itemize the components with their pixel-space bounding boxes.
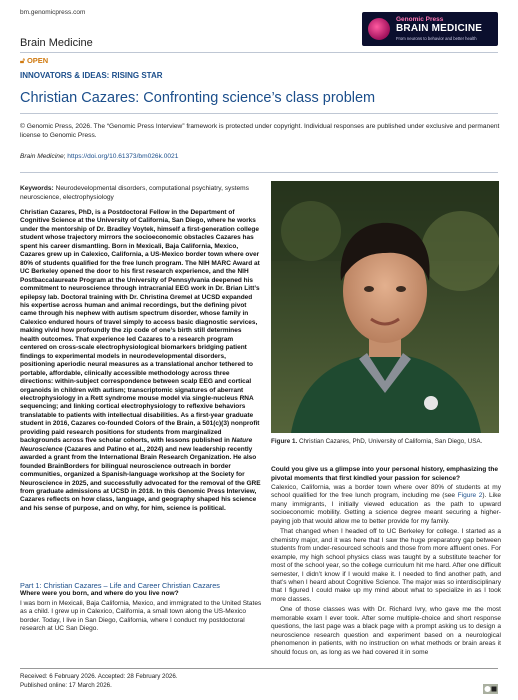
- question-2: Could you give us a glimpse into your personal history, emphasizing the pivotal moments that first kindled your passion for science?: [271, 466, 499, 482]
- portrait-photo: [271, 181, 499, 433]
- keywords-text: Neurodevelopmental disorders, computational psychiatry, systems neuroscience, electrophysiology: [20, 185, 249, 201]
- divider: [20, 668, 498, 669]
- question-1: Where were you born, and where do you live now?: [20, 590, 179, 597]
- logo-tagline: From neurons to behavior and better health: [396, 36, 477, 41]
- doi-link[interactable]: https://doi.org/10.61373/bm026k.0021: [67, 153, 179, 160]
- logo-publisher: Genomic Press: [396, 16, 444, 23]
- article-dates: [20, 672, 178, 690]
- answer-text: ). Like many immigrants, I initially viewed education as the path to upward socioeconomic mobility. Getting a science degree meant securing a higher-paying job that would allow me to better provide for my family.: [271, 492, 501, 525]
- answer-2-para-1: [271, 484, 501, 526]
- copyright-notice: © Genomic Press, 2026. The “Genomic Press Interview” framework is protected under copyright. Individual responses are published under exclusive and permanent license to Genomic Press.: [20, 123, 500, 140]
- divider: [20, 113, 498, 114]
- figure-label: Figure 1.: [271, 438, 298, 445]
- open-access-badge: [20, 56, 48, 66]
- answer-1: I was born in Mexicali, Baja California, Mexico, and immigrated to the United States as a child. I grew up in Calexico, California, a small town along the US-Mexico border. Today, I live in San Diego, California, where I conduct my postdoctoral research at UC San Diego.: [20, 600, 262, 633]
- answer-2-para-2: That changed when I headed off to UC Berkeley for college. I started as a chemistry major, and it was here that I saw the huge preparatory gap between students from under-resourced schools and those from more affluent ones. For example, my high school physics class was taught by a substitute teacher for most of the school year, so the college curriculum hit me hard. After one difficult semester, I didn’t know if I would make it. I needed to find another path, and that’s when I heard about Cognitive Science. The major was so interdisciplinary that I figured I could make up my mind about what to specialize in as I took more classes.: [271, 528, 501, 603]
- keywords: [20, 185, 260, 202]
- abstract-journal: Nature Neuroscience: [20, 437, 253, 453]
- cc-license-icon: [483, 684, 498, 694]
- part-1-heading: Part 1: Christian Cazares – Life and Career Christian Cazares: [20, 581, 220, 590]
- divider: [20, 52, 498, 53]
- article-title: Christian Cazares: Confronting science’s class problem: [20, 90, 376, 106]
- citation-line: Brain Medicine; https://doi.org/10.61373/bm026k.0021: [20, 153, 179, 160]
- journal-name: Brain Medicine: [20, 37, 93, 49]
- brain-logo-icon: [368, 18, 390, 40]
- answer-text: Calexico, California, was a border town where over 80% of students at my school qualified for the free lunch program, including me (see: [271, 484, 501, 500]
- abstract: [20, 209, 262, 513]
- figure-caption-text: Christian Cazares, PhD, University of California, San Diego, USA.: [299, 438, 483, 445]
- abstract-part-2: (Cazares and Patino et al., 2024) and new leadership recently awarded a grant from the International Brain Research Organization. He also founded BrainBorders for bilingual neuroscience outreach in border communities, organized a Spanish-language workshop at the Society for Neuroscience in 2025, and successfully advocated for the removal of the GRE from graduate admissions at UCSD in 2018. In this Genomic Press Interview, Cazares reflects on how class, language, and geography shaped his science and his sense of purpose, and on why, for him, science is political.: [20, 445, 261, 512]
- open-access-lock-icon: 🔓︎: [20, 56, 25, 65]
- figure-2-link[interactable]: Figure 2: [457, 492, 483, 500]
- answer-2: [271, 484, 501, 659]
- abstract-part-1: Christian Cazares, PhD, is a Postdoctoral Fellow in the Department of Cognitive Science at the University of California, San Diego, where he works under the mentorship of Dr. Bradley Voytek, himself a first-generation college student whose trajectory mirrors the socioeconomic obstacles Cazares has spent his career dismantling. Born in Mexicali, Baja California, Mexico, Cazares grew up in Calexico, California, a US-Mexico border town where over 80% of students qualified for the free lunch program. The NIH MARC Award at UC Berkeley opened the door to his first research experience, and the NIH Postbaccalaureate Program at the University of Pennsylvania deepened his commitment to neuroscience through intracranial EEG work in Dr. Brian Litt’s epilepsy lab. Doctoral training with Dr. Christina Gremel at UCSD expanded his expertise across human and animal recordings, but the defining pivot came through his nephew with autism spectrum disorder, whose family in Calexico endured hours of travel simply to access basic diagnostic services, making vivid how profoundly the zip code of one’s birth still determines health outcomes. That experience led Cazares to a research program centered on cross-scale electrophysiological biomarkers bridging patient findings to experimental models in neurodevelopmental disorders, positioning aperiodic neural measures as a translational anchor tethered to portable, affordable, clinically accessible methodology across three directions: within-subject correspondence between scalp EEG and cortical organoids in children with autism; transcriptomic signatures of aberrant electrophysiology in a Rett syndrome mouse model via single-nucleus RNA sequencing; and linking cortical electrophysiology to reflexive behaviors translatable to patients with intellectual disabilities. As a first-year graduate student in 2016, Cazares co-founded Colors of the Brain, a 501(c)(3) nonprofit providing paid research positions for students from marginalized backgrounds across five scholar cohorts, with lessons published in: [20, 209, 260, 445]
- section-label: INNOVATORS & IDEAS: RISING STAR: [20, 71, 163, 80]
- open-label: OPEN: [26, 56, 49, 65]
- brain-medicine-logo: [362, 12, 498, 46]
- journal-url[interactable]: bm.genomicpress.com: [20, 9, 86, 16]
- divider: [20, 172, 498, 173]
- keywords-label: Keywords:: [20, 185, 54, 192]
- portrait-image: [271, 181, 499, 433]
- answer-2-para-3: One of those classes was with Dr. Richard Ivry, who gave me the most memorable exam I ever took. After some multiple-choice and short response questions, the last page was a black page with a prompt asking us to design a neuroscience research question and experiment based on a neurological phenomenon in patients, with no instruction on what methods or brain areas it should focus on, as long as we had covered it in some: [271, 606, 501, 656]
- published-date: Published online: 17 March 2026.: [20, 682, 112, 689]
- logo-brand: BRAIN MEDICINE: [396, 23, 483, 34]
- citation-journal: Brain Medicine: [20, 153, 64, 160]
- figure-caption: [271, 438, 501, 447]
- received-date: Received: 6 February 2026. Accepted: 28 February 2026.: [20, 673, 178, 680]
